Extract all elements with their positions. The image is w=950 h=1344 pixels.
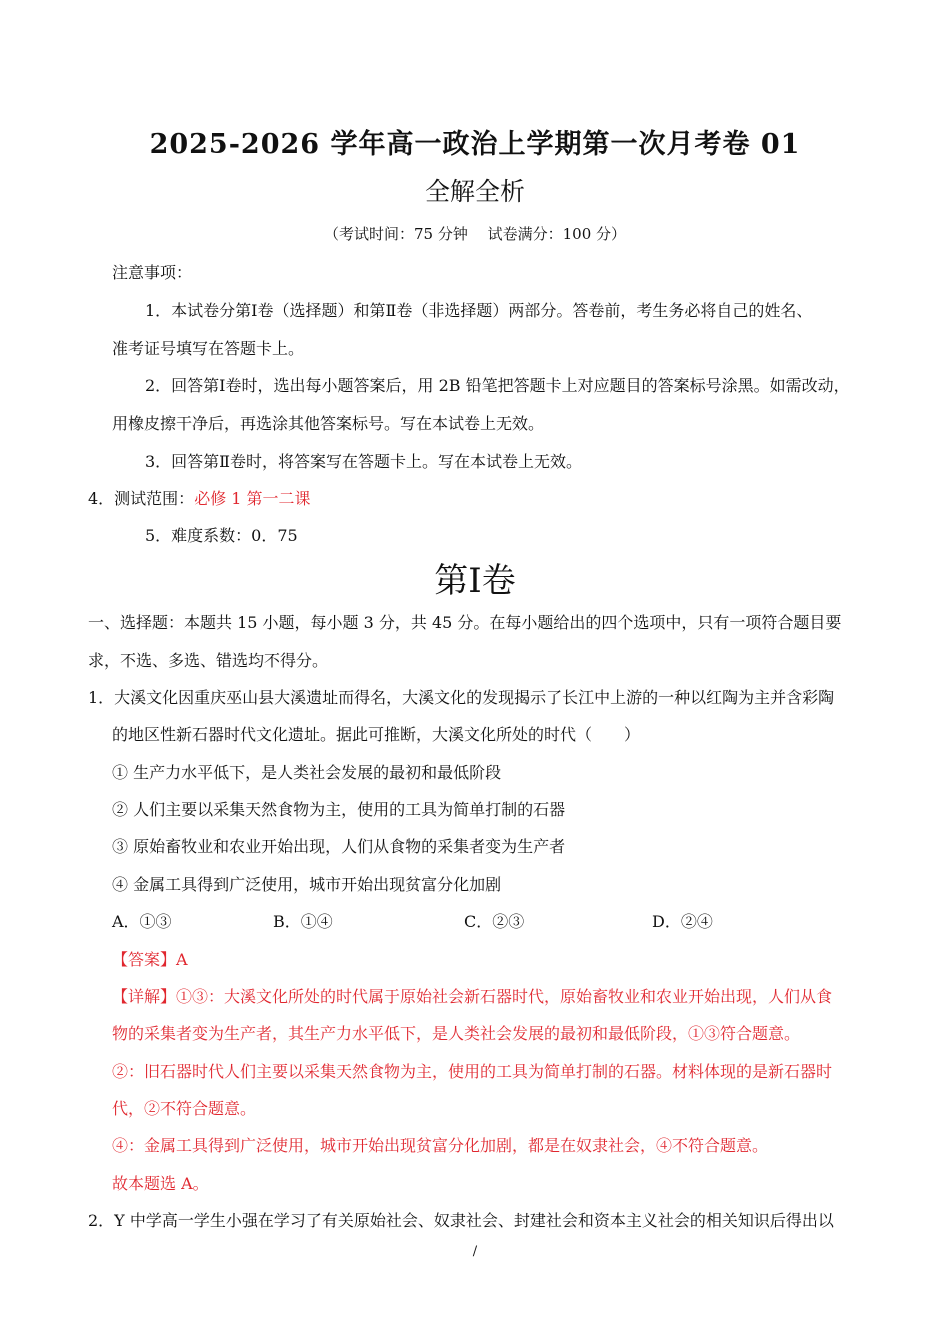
q1-statement-3: ③ 原始畜牧业和农业开始出现，人们从食物的采集者变为生产者	[112, 837, 566, 856]
exam-subtitle: 全解全析	[424, 177, 525, 206]
q1-statement-1: ① 生产力水平低下，是人类社会发展的最初和最低阶段	[112, 763, 502, 782]
note-1-cont: 准考证号填写在答题卡上。	[112, 339, 305, 358]
note-4-value: 必修 1 第一二课	[194, 489, 311, 508]
note-3: 3．回答第Ⅱ卷时，将答案写在答题卡上。写在本试卷上无效。	[145, 452, 583, 471]
q1-statement-4: ④ 金属工具得到广泛使用，城市开始出现贫富分化加剧	[112, 875, 502, 894]
note-2: 2．回答第Ⅰ卷时，选出每小题答案后，用 2B 铅笔把答题卡上对应题目的答案标号涂黑。如需改动，	[145, 376, 850, 395]
exam-meta: （考试时间：75 分钟 试卷满分：100 分）	[323, 225, 627, 243]
notes-heading: 注意事项：	[112, 263, 193, 282]
q2-stem: 2．Y 中学高一学生小强在学习了有关原始社会、奴隶社会、封建社会和资本主义社会的相关知识后得出以	[88, 1211, 834, 1230]
note-1: 1．本试卷分第Ⅰ卷（选择题）和第Ⅱ卷（非选择题）两部分。答卷前，考生务必将自己的姓名、	[145, 301, 813, 320]
page-footer: /	[472, 1244, 478, 1259]
section-intro: 一、选择题：本题共 15 小题，每小题 3 分，共 45 分。在每小题给出的四个选项中，只有一项符合题目要	[88, 613, 842, 632]
note-4	[88, 486, 311, 509]
q1-option-a: A．①③	[112, 912, 172, 931]
q1-option-c: C．②③	[464, 912, 525, 931]
section-intro-cont: 求，不选、多选、错选均不得分。	[88, 651, 329, 670]
note-2-cont: 用橡皮擦干净后，再选涂其他答案标号。写在本试卷上无效。	[112, 414, 545, 433]
section-title: 第Ⅰ卷	[434, 561, 516, 601]
exam-title: 2025-2026 学年高一政治上学期第一次月考卷 01	[149, 129, 801, 160]
q1-option-b: B．①④	[273, 912, 333, 931]
q1-conclusion: 故本题选 A。	[112, 1174, 209, 1193]
q1-stem: 1．大溪文化因重庆巫山县大溪遗址而得名，大溪文化的发现揭示了长江中上游的一种以红陶为主并含彩陶	[88, 688, 835, 707]
q1-option-d: D．②④	[652, 912, 713, 931]
q1-detail-1-cont: 物的采集者变为生产者，其生产力水平低下，是人类社会发展的最初和最低阶段，①③符合题意。	[112, 1024, 801, 1043]
q1-answer: 【答案】A	[112, 950, 188, 969]
q1-detail-2-cont: 代，②不符合题意。	[112, 1099, 257, 1118]
note-5: 5．难度系数：0．75	[145, 526, 298, 545]
q1-detail-2: ②：旧石器时代人们主要以采集天然食物为主，使用的工具为简单打制的石器。材料体现的是新石器时	[112, 1062, 833, 1081]
q1-detail-3: ④：金属工具得到广泛使用，城市开始出现贫富分化加剧，都是在奴隶社会，④不符合题意。	[112, 1136, 769, 1155]
q1-detail-1: 【详解】①③：大溪文化所处的时代属于原始社会新石器时代，原始畜牧业和农业开始出现，人们从食	[112, 987, 833, 1006]
q1-stem-cont: 的地区性新石器时代文化遗址。据此可推断，大溪文化所处的时代（ ）	[112, 725, 641, 744]
q1-statement-2: ② 人们主要以采集天然食物为主，使用的工具为简单打制的石器	[112, 800, 566, 819]
note-4-label: 4．测试范围：	[88, 489, 195, 508]
